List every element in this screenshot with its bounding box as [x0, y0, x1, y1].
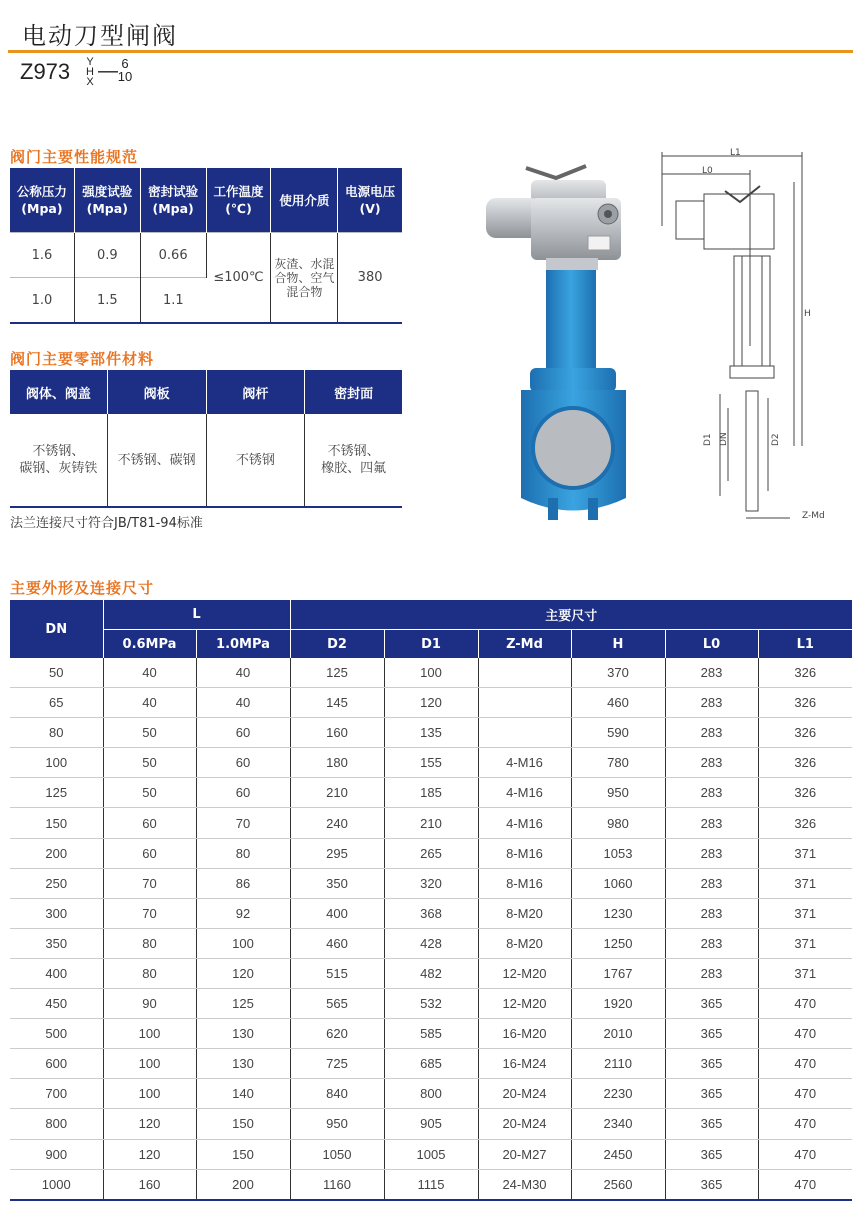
- cell-d1: 120: [384, 688, 478, 718]
- cell-d2: 950: [290, 1109, 384, 1139]
- cell-dn: 80: [10, 718, 103, 748]
- cell-zmd: 4-M16: [478, 748, 571, 778]
- materials-section-title: 阀门主要零部件材料: [10, 350, 155, 368]
- subheader-l-10: 1.0MPa: [196, 630, 290, 659]
- cell-l-10: 40: [196, 688, 290, 718]
- model-base: Z973: [20, 59, 71, 84]
- cell-l1: 371: [758, 898, 852, 928]
- dimension-row: [10, 748, 852, 778]
- cell-zmd: 16-M20: [478, 1019, 571, 1049]
- cell-d1: 320: [384, 868, 478, 898]
- dimension-row: [10, 868, 852, 898]
- cell-l-10: 130: [196, 1049, 290, 1079]
- cell-l-10: 60: [196, 718, 290, 748]
- cell-zmd: 8-M16: [478, 868, 571, 898]
- subheader-l-06: 0.6MPa: [103, 630, 196, 659]
- cell-l0: 365: [665, 1109, 758, 1139]
- cell-d2: 295: [290, 838, 384, 868]
- dimension-row: [10, 989, 852, 1019]
- dimension-row: [10, 1139, 852, 1169]
- cell-h: 2340: [571, 1109, 665, 1139]
- cell-l1: 326: [758, 748, 852, 778]
- cell-dn: 50: [10, 658, 103, 688]
- cell-l1: 326: [758, 658, 852, 688]
- performance-header-cell: [140, 168, 206, 233]
- cell-d1: 585: [384, 1019, 478, 1049]
- material-line: 不锈钢、碳钢: [117, 452, 196, 468]
- cell-d1: 482: [384, 958, 478, 988]
- materials-header-cell: 密封面: [305, 370, 402, 414]
- model-suffix-h: H: [86, 66, 94, 78]
- material-line: 碳钢、灰铸铁: [19, 461, 98, 476]
- cell-zmd: [478, 688, 571, 718]
- performance-header-cell: [271, 168, 338, 233]
- material-line: 不锈钢、: [32, 444, 85, 459]
- cell-h: 370: [571, 658, 665, 688]
- cell-l-06: 50: [103, 718, 196, 748]
- cell-dn: 900: [10, 1139, 103, 1169]
- material-line: 橡胶、四氟: [321, 461, 387, 476]
- cell-l0: 283: [665, 868, 758, 898]
- cell-l-10: 70: [196, 808, 290, 838]
- cell-l0: 365: [665, 1169, 758, 1200]
- medium-line: 混合物: [286, 284, 323, 299]
- cell-dn: 800: [10, 1109, 103, 1139]
- model-suffix-stack: [84, 57, 96, 87]
- performance-header-cell: [74, 168, 140, 233]
- cell-l-06: 40: [103, 688, 196, 718]
- cell-dn: 600: [10, 1049, 103, 1079]
- header-line: 密封试验: [148, 184, 199, 199]
- cell-l0: 283: [665, 748, 758, 778]
- cell-d1: 368: [384, 898, 478, 928]
- cell-l1: 371: [758, 928, 852, 958]
- dimensions-table: [10, 600, 852, 1201]
- cell-zmd: 20-M27: [478, 1139, 571, 1169]
- cell-l-10: 60: [196, 748, 290, 778]
- performance-header-cell: [338, 168, 402, 233]
- medium-line: 合物、空气: [274, 270, 335, 285]
- technical-drawing: [650, 146, 850, 531]
- body-material-cell: [10, 414, 107, 507]
- cell-d1: 905: [384, 1109, 478, 1139]
- cell-l0: 283: [665, 808, 758, 838]
- cell-l-10: 100: [196, 928, 290, 958]
- cell-d1: 265: [384, 838, 478, 868]
- cell-zmd: 12-M20: [478, 958, 571, 988]
- cell-h: 1230: [571, 898, 665, 928]
- cell-l-10: 86: [196, 868, 290, 898]
- cell-l-06: 100: [103, 1049, 196, 1079]
- subheader-l1: L1: [758, 630, 852, 659]
- cell-d1: 800: [384, 1079, 478, 1109]
- cell-l-06: 80: [103, 958, 196, 988]
- cell-dn: 100: [10, 748, 103, 778]
- cell-l0: 365: [665, 1079, 758, 1109]
- header-line: (Mpa): [86, 201, 128, 216]
- header-line: (℃): [225, 201, 252, 216]
- material-line: 不锈钢、: [327, 444, 380, 459]
- cell-l-10: 40: [196, 658, 290, 688]
- cell-l0: 283: [665, 688, 758, 718]
- cell-l1: 371: [758, 958, 852, 988]
- cell-l0: 283: [665, 958, 758, 988]
- cell-h: 1053: [571, 838, 665, 868]
- performance-header-cell: [206, 168, 271, 233]
- performance-header-cell: [10, 168, 74, 233]
- dimension-row: [10, 1019, 852, 1049]
- materials-table: [10, 370, 402, 508]
- cell-l-06: 100: [103, 1019, 196, 1049]
- seal-test-cell: 0.66: [140, 233, 206, 278]
- model-pressure-top: 6: [121, 56, 129, 71]
- cell-d1: 155: [384, 748, 478, 778]
- dimension-row: [10, 688, 852, 718]
- flange-standard-note: 法兰连接尺寸符合JB/T81-94标准: [10, 516, 203, 531]
- cell-d1: 1005: [384, 1139, 478, 1169]
- header-line: 工作温度: [213, 184, 264, 199]
- dim-label-zmd: Z-Md: [802, 511, 825, 521]
- cell-d2: 350: [290, 868, 384, 898]
- cell-h: 1250: [571, 928, 665, 958]
- dimension-row: [10, 928, 852, 958]
- subheader-d1: D1: [384, 630, 478, 659]
- dimension-row: [10, 1049, 852, 1079]
- cell-l-10: 125: [196, 989, 290, 1019]
- cell-l-06: 80: [103, 928, 196, 958]
- dim-label-l1: L1: [730, 148, 741, 158]
- dimension-row: [10, 718, 852, 748]
- cell-h: 2560: [571, 1169, 665, 1200]
- cell-l0: 365: [665, 989, 758, 1019]
- cell-zmd: 24-M30: [478, 1169, 571, 1200]
- dim-label-d2: D2: [771, 433, 781, 446]
- cell-l0: 283: [665, 718, 758, 748]
- plate-material-cell: [107, 414, 206, 507]
- title-rule: [8, 50, 853, 53]
- performance-header-row: [10, 168, 402, 233]
- cell-d2: 210: [290, 778, 384, 808]
- cell-h: 1767: [571, 958, 665, 988]
- cell-l-10: 150: [196, 1109, 290, 1139]
- cell-h: 780: [571, 748, 665, 778]
- cell-l0: 283: [665, 928, 758, 958]
- subheader-d2: D2: [290, 630, 384, 659]
- cell-d1: 428: [384, 928, 478, 958]
- cell-d2: 460: [290, 928, 384, 958]
- dim-label-l0: L0: [702, 166, 713, 176]
- cell-l-06: 120: [103, 1109, 196, 1139]
- cell-d2: 1050: [290, 1139, 384, 1169]
- seal-material-cell: [305, 414, 402, 507]
- cell-l0: 365: [665, 1049, 758, 1079]
- cell-h: 2010: [571, 1019, 665, 1049]
- cell-dn: 350: [10, 928, 103, 958]
- cell-l0: 365: [665, 1139, 758, 1169]
- cell-l-10: 60: [196, 778, 290, 808]
- dim-label-h: H: [804, 309, 811, 319]
- cell-l-06: 40: [103, 658, 196, 688]
- cell-dn: 300: [10, 898, 103, 928]
- cell-d1: 100: [384, 658, 478, 688]
- valve-photo: [476, 158, 651, 523]
- subheader-h: H: [571, 630, 665, 659]
- dimension-row: [10, 658, 852, 688]
- cell-l-06: 70: [103, 898, 196, 928]
- performance-row: [10, 233, 402, 278]
- cell-l-10: 140: [196, 1079, 290, 1109]
- cell-l1: 470: [758, 1139, 852, 1169]
- cell-h: 2230: [571, 1079, 665, 1109]
- cell-l1: 326: [758, 808, 852, 838]
- cell-d2: 145: [290, 688, 384, 718]
- cell-l0: 365: [665, 1019, 758, 1049]
- performance-section-title: 阀门主要性能规范: [10, 148, 139, 166]
- cell-l-06: 100: [103, 1079, 196, 1109]
- cell-l-06: 90: [103, 989, 196, 1019]
- cell-d1: 135: [384, 718, 478, 748]
- model-dash: —: [98, 60, 118, 82]
- header-line: 使用介质: [279, 192, 330, 208]
- dimensions-subheader-row: [10, 630, 852, 659]
- material-line: 不锈钢: [235, 452, 275, 468]
- cell-l0: 283: [665, 778, 758, 808]
- cell-d2: 515: [290, 958, 384, 988]
- dimension-row: [10, 1169, 852, 1200]
- cell-l-06: 50: [103, 748, 196, 778]
- cell-l1: 470: [758, 1109, 852, 1139]
- dimensions-header-row: [10, 600, 852, 630]
- cell-zmd: 12-M20: [478, 989, 571, 1019]
- cell-zmd: 4-M16: [478, 808, 571, 838]
- cell-d1: 685: [384, 1049, 478, 1079]
- materials-header-row: [10, 370, 402, 414]
- cell-h: 980: [571, 808, 665, 838]
- cell-l-06: 50: [103, 778, 196, 808]
- cell-l-06: 70: [103, 868, 196, 898]
- cell-dn: 1000: [10, 1169, 103, 1200]
- cell-zmd: 8-M20: [478, 898, 571, 928]
- cell-d2: 565: [290, 989, 384, 1019]
- cell-d1: 1115: [384, 1169, 478, 1200]
- cell-h: 590: [571, 718, 665, 748]
- seal-test-cell: 1.1: [140, 278, 206, 324]
- cell-d2: 160: [290, 718, 384, 748]
- cell-l-10: 130: [196, 1019, 290, 1049]
- cell-zmd: 8-M16: [478, 838, 571, 868]
- cell-l-06: 60: [103, 838, 196, 868]
- temperature-cell: ≤100℃: [206, 233, 271, 324]
- cell-l1: 326: [758, 688, 852, 718]
- cell-l-10: 200: [196, 1169, 290, 1200]
- nominal-pressure-cell: 1.6: [10, 233, 74, 278]
- cell-zmd: [478, 658, 571, 688]
- model-pressure: [115, 57, 135, 83]
- cell-l1: 470: [758, 989, 852, 1019]
- header-line: 强度试验: [82, 184, 133, 199]
- cell-dn: 250: [10, 868, 103, 898]
- cell-d2: 240: [290, 808, 384, 838]
- materials-header-cell: 阀杆: [206, 370, 305, 414]
- cell-l-06: 60: [103, 808, 196, 838]
- cell-d2: 125: [290, 658, 384, 688]
- cell-zmd: 4-M16: [478, 778, 571, 808]
- cell-d1: 185: [384, 778, 478, 808]
- cell-h: 1920: [571, 989, 665, 1019]
- cell-d2: 180: [290, 748, 384, 778]
- medium-line: 灰渣、水混: [274, 256, 335, 271]
- cell-l0: 283: [665, 658, 758, 688]
- subheader-zmd: Z-Md: [478, 630, 571, 659]
- header-line: (Mpa): [152, 201, 194, 216]
- cell-dn: 700: [10, 1079, 103, 1109]
- cell-d1: 210: [384, 808, 478, 838]
- cell-l1: 326: [758, 718, 852, 748]
- cell-l1: 326: [758, 778, 852, 808]
- performance-table: [10, 168, 402, 324]
- header-line: 电源电压: [345, 184, 396, 199]
- cell-zmd: 20-M24: [478, 1109, 571, 1139]
- strength-test-cell: 1.5: [74, 278, 140, 324]
- header-line: (Mpa): [21, 201, 63, 216]
- model-suffix-x: X: [86, 76, 94, 88]
- cell-h: 460: [571, 688, 665, 718]
- dimension-row: [10, 778, 852, 808]
- cell-l0: 283: [665, 838, 758, 868]
- cell-l1: 371: [758, 838, 852, 868]
- cell-l1: 470: [758, 1079, 852, 1109]
- cell-zmd: 8-M20: [478, 928, 571, 958]
- cell-l-06: 160: [103, 1169, 196, 1200]
- cell-h: 2450: [571, 1139, 665, 1169]
- stem-material-cell: [206, 414, 305, 507]
- dimension-row: [10, 898, 852, 928]
- cell-dn: 150: [10, 808, 103, 838]
- medium-cell: [271, 233, 338, 324]
- subheader-l0: L0: [665, 630, 758, 659]
- cell-d2: 1160: [290, 1169, 384, 1200]
- cell-l-10: 92: [196, 898, 290, 928]
- cell-l1: 470: [758, 1169, 852, 1200]
- cell-d2: 725: [290, 1049, 384, 1079]
- cell-d1: 532: [384, 989, 478, 1019]
- materials-header-cell: 阀板: [107, 370, 206, 414]
- header-line: 公称压力: [16, 184, 67, 199]
- cell-l1: 470: [758, 1019, 852, 1049]
- model-suffix-y: Y: [86, 56, 94, 68]
- cell-dn: 200: [10, 838, 103, 868]
- dim-label-d1: D1: [703, 433, 713, 446]
- cell-zmd: [478, 718, 571, 748]
- cell-h: 950: [571, 778, 665, 808]
- cell-dn: 400: [10, 958, 103, 988]
- dimension-row: [10, 838, 852, 868]
- dimension-row: [10, 808, 852, 838]
- voltage-cell: 380: [338, 233, 402, 324]
- cell-dn: 125: [10, 778, 103, 808]
- nominal-pressure-cell: 1.0: [10, 278, 74, 324]
- cell-d2: 620: [290, 1019, 384, 1049]
- cell-zmd: 20-M24: [478, 1079, 571, 1109]
- cell-l-06: 120: [103, 1139, 196, 1169]
- cell-l0: 283: [665, 898, 758, 928]
- cell-l-10: 150: [196, 1139, 290, 1169]
- dimension-row: [10, 958, 852, 988]
- dimensions-section-title: 主要外形及连接尺寸: [10, 579, 155, 597]
- header-line: (V): [359, 201, 381, 216]
- dimension-row: [10, 1079, 852, 1109]
- cell-l1: 470: [758, 1049, 852, 1079]
- page-title: 电动刀型闸阀: [22, 22, 178, 50]
- dimension-row: [10, 1109, 852, 1139]
- cell-d2: 400: [290, 898, 384, 928]
- materials-row: [10, 414, 402, 507]
- cell-dn: 500: [10, 1019, 103, 1049]
- l-header: L: [103, 600, 290, 630]
- cell-l1: 371: [758, 868, 852, 898]
- strength-test-cell: 0.9: [74, 233, 140, 278]
- cell-h: 2110: [571, 1049, 665, 1079]
- main-dimensions-header: 主要尺寸: [290, 600, 852, 630]
- cell-dn: 65: [10, 688, 103, 718]
- cell-h: 1060: [571, 868, 665, 898]
- cell-dn: 450: [10, 989, 103, 1019]
- dim-label-dn: DN: [719, 432, 729, 446]
- dn-header: DN: [10, 600, 103, 658]
- cell-d2: 840: [290, 1079, 384, 1109]
- cell-l-10: 80: [196, 838, 290, 868]
- cell-l-10: 120: [196, 958, 290, 988]
- model-pressure-bottom: 10: [117, 69, 133, 84]
- materials-header-cell: 阀体、阀盖: [10, 370, 107, 414]
- cell-zmd: 16-M24: [478, 1049, 571, 1079]
